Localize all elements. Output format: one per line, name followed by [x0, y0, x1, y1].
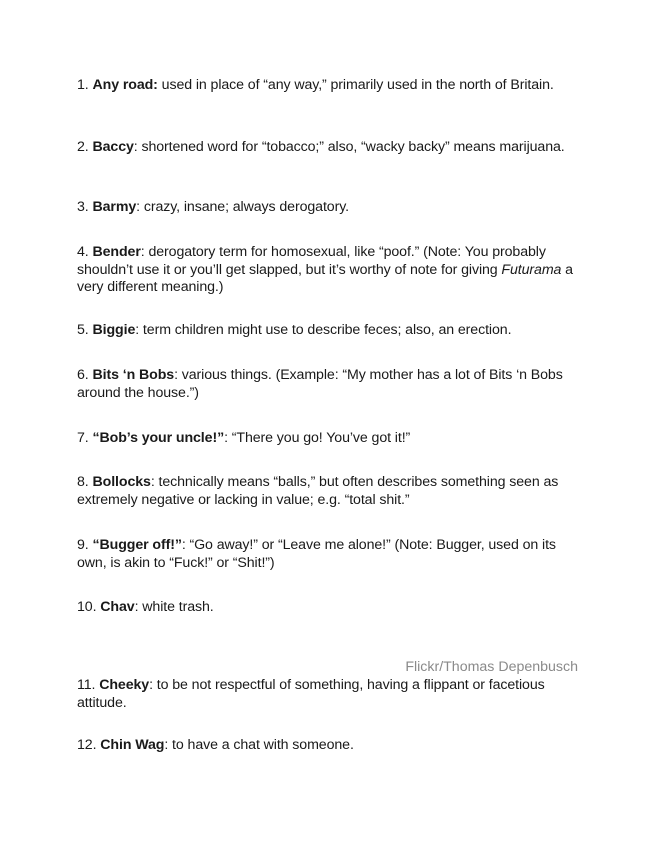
item-number: 3.	[77, 199, 89, 215]
item-term: Any road:	[92, 77, 158, 93]
list-item	[77, 737, 582, 755]
list-item	[77, 474, 582, 509]
item-term: Bits ‘n Bobs	[92, 367, 175, 383]
item-term: Chin Wag	[100, 737, 165, 753]
list-item	[77, 139, 582, 157]
list-item	[77, 677, 582, 712]
item-term: Baccy	[92, 139, 134, 155]
item-term: Cheeky	[99, 677, 150, 693]
item-definition-italic: Futurama	[501, 261, 562, 278]
item-definition: used in place of “any way,” primarily used in the north of Britain.	[157, 77, 554, 93]
item-definition: : shortened word for “tobacco;” also, “wacky backy” means marijuana.	[133, 139, 565, 155]
list-item	[77, 199, 582, 217]
item-term: “Bugger off!”	[92, 537, 182, 553]
item-number: 12.	[77, 737, 97, 753]
item-definition: : derogatory term for homosexual, like “poof.” (Note: You probably shouldn’t use it or you’ll get slapped, but it’s worthy of note for giving	[77, 244, 546, 278]
item-definition: : to be not respectful of something, having a flippant or facetious attitude.	[77, 677, 545, 711]
item-number: 2.	[77, 139, 89, 155]
item-number: 4.	[77, 244, 89, 260]
item-number: 10.	[77, 599, 97, 615]
item-term: Bender	[92, 244, 141, 260]
list-item	[77, 244, 582, 297]
item-number: 11.	[77, 677, 96, 693]
list-item	[77, 430, 582, 448]
list-item	[77, 77, 582, 95]
item-number: 5.	[77, 322, 89, 338]
item-number: 6.	[77, 367, 89, 383]
item-term: Chav	[100, 599, 135, 615]
item-number: 1.	[77, 77, 89, 93]
item-definition: : “Go away!” or “Leave me alone!” (Note: Bugger, used on its own, is akin to “Fuck!” or “Shit!”)	[77, 537, 556, 571]
item-number: 9.	[77, 537, 89, 553]
item-term: Bollocks	[92, 474, 151, 490]
item-term: “Bob’s your uncle!”	[92, 430, 225, 446]
item-term: Barmy	[92, 199, 137, 215]
item-term: Biggie	[92, 322, 136, 338]
item-definition: : various things. (Example: “My mother has a lot of Bits ‘n Bobs around the house.”)	[77, 367, 563, 401]
item-definition: : to have a chat with someone.	[164, 737, 354, 753]
item-definition: : term children might use to describe feces; also, an erection.	[135, 322, 512, 338]
item-definition: : technically means “balls,” but often describes something seen as extremely negative or lacking in value; e.g. “total shit.”	[77, 474, 559, 508]
photo-credit: Flickr/Thomas Depenbusch	[405, 659, 578, 675]
item-definition: : crazy, insane; always derogatory.	[136, 199, 349, 215]
item-definition: : white trash.	[134, 599, 214, 615]
list-item	[77, 537, 582, 572]
item-number: 7.	[77, 430, 89, 446]
item-definition: : “There you go! You’ve got it!”	[224, 430, 411, 446]
list-item	[77, 322, 582, 340]
item-number: 8.	[77, 474, 89, 490]
item-definition: a very different meaning.)	[77, 261, 573, 295]
list-item	[77, 599, 582, 617]
list-item	[77, 367, 582, 402]
